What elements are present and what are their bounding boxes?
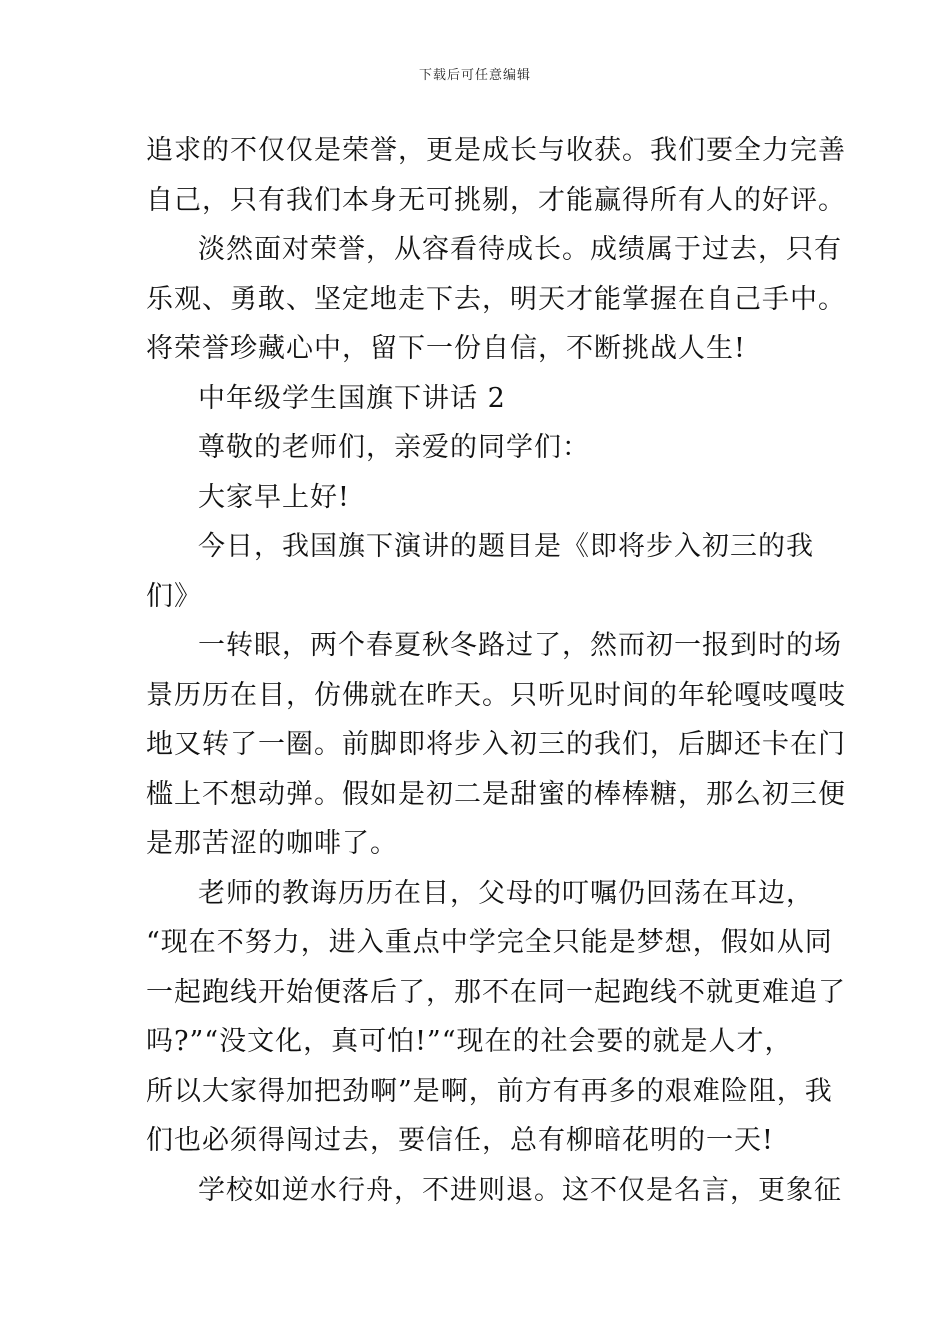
text-line: 们》 xyxy=(146,580,202,612)
text-line: 自己，只有我们本身无可挑剔，才能赢得所有人的好评。 xyxy=(146,184,846,216)
greeting: 大家早上好! xyxy=(198,481,350,513)
document-body xyxy=(146,126,846,1215)
text-line: 一起跑线开始便落后了，那不在同一起跑线不就更难追了 xyxy=(146,976,846,1008)
text-line: 乐观、勇敢、坚定地走下去，明天才能掌握在自己手中。 xyxy=(146,283,846,315)
text-line: 们也必须得闯过去，要信任，总有柳暗花明的一天! xyxy=(146,1125,774,1156)
text-line: 追求的不仅仅是荣誉，更是成长与收获。我们要全力完善 xyxy=(146,135,846,166)
text-line: 槛上不想动弹。假如是初二是甜蜜的棒棒糖，那么初三便 xyxy=(146,778,846,810)
header-note: 下载后可任意编辑 xyxy=(418,68,531,83)
paragraph-start: 一转眼，两个春夏秋冬路过了，然而初一报到时的场 xyxy=(198,630,842,661)
text-line: 是那苦涩的咖啡了。 xyxy=(146,828,398,859)
salutation: 尊敬的老师们，亲爱的同学们： xyxy=(198,432,590,463)
paragraph-start: 今日，我国旗下演讲的题目是《即将步入初三的我 xyxy=(198,531,814,562)
paragraph-start: 学校如逆水行舟，不进则退。这不仅是名言，更象征 xyxy=(198,1174,842,1206)
text-line: 将荣誉珍藏心中，留下一份自信，不断挑战人生! xyxy=(146,333,746,364)
paragraph-start: 老师的教诲历历在目，父母的叮嘱仍回荡在耳边， xyxy=(198,877,814,909)
paragraph-start: 淡然面对荣誉，从容看待成长。成绩属于过去，只有 xyxy=(198,234,842,265)
text-line: 景历历在目，仿佛就在昨天。只听见时间的年轮嘎吱嘎吱 xyxy=(146,679,846,711)
text-line: 吗?”“没文化，真可怕!”“现在的社会要的就是人才， xyxy=(146,1026,793,1057)
text-line: “现在不努力，进入重点中学完全只能是梦想，假如从同 xyxy=(146,927,833,958)
text-line: 地又转了一圈。前脚即将步入初三的我们，后脚还卡在门 xyxy=(146,729,846,760)
section-title: 中年级学生国旗下讲话 2 xyxy=(198,382,506,414)
text-line: 所以大家得加把劲啊”是啊，前方有再多的艰难险阻，我 xyxy=(146,1075,833,1107)
